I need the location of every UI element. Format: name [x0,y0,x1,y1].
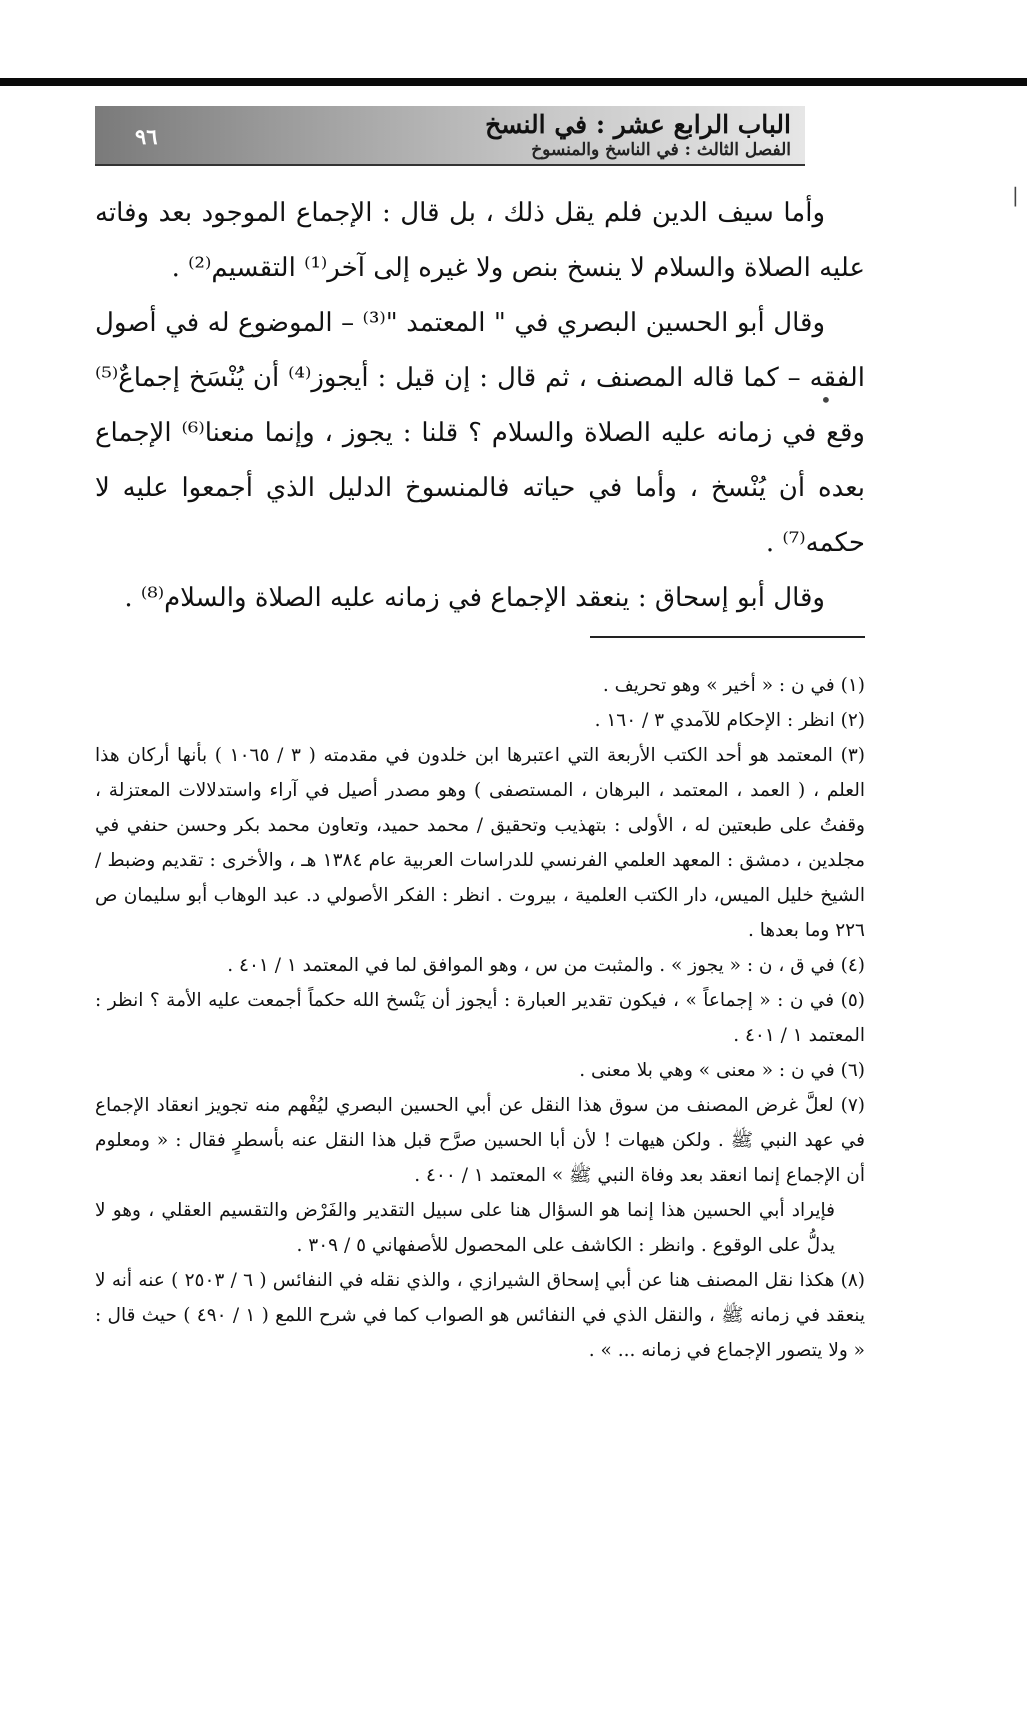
top-rule [0,78,1027,86]
footnote-3: (٣) المعتمد هو أحد الكتب الأربعة التي اعتبرها ابن خلدون في مقدمته ( ٣ / ١٠٦٥ ) بأنها أركان هذا العلم ، ( العمد ، المعتمد ، البرهان ، المستصفى ) وهو مصدر أصيل في آراء واستدلالات المعتزلة ، وقفتُ على طبعتين له ، الأولى : بتهذيب وتحقيق / محمد حميد، وتعاون محمد بكر وحسن حنفي في مجلدين ، دمشق : المعهد العلمي الفرنسي للدراسات العربية عام ١٣٨٤ هـ ، والأخرى : تقديم وضبط / الشيخ خليل الميس، دار الكتب العلمية ، بيروت . انظر : الفكر الأصولي د. عبد الوهاب أبو سليمان ص ٢٢٦ وما بعدها . [95,745,865,941]
footnote-6: (٦) في ن : « معنى » وهي بلا معنى . [579,1060,865,1081]
margin-mark: | [1012,183,1019,207]
page-number: ٩٦ [135,124,158,149]
main-text [95,186,865,626]
section-title: الفصل الثالث : في الناسخ والمنسوخ [531,140,791,160]
paragraph-3: وقال أبو إسحاق : ينعقد الإجماع في زمانه عليه الصلاة والسلام⁽⁸⁾ . [124,583,825,613]
header-titles [485,110,791,160]
footnote-5: (٥) في ن : « إجماعاً » ، فيكون تقدير العبارة : أيجوز أن يَنْسخ الله حكماً أجمعت عليه الأمة ؟ انظر : المعتمد ١ / ٤٠١ . [95,990,865,1046]
footnote-separator [590,636,865,638]
footnote-7: (٧) لعلَّ غرض المصنف من سوق هذا النقل عن أبي الحسين البصري ليُفْهم منه تجويز انعقاد الإجماع في عهد النبي ﷺ . ولكن هيهات ! لأن أبا الحسين صرَّح قبل هذا النقل عنه بأسطرٍ فقال : « ومعلوم أن الإجماع إنما انعقد بعد وفاة النبي ﷺ » المعتمد ١ / ٤٠٠ . [95,1095,865,1186]
chapter-title: الباب الرابع عشر : في النسخ [485,110,791,139]
footnote-8: (٨) هكذا نقل المصنف هنا عن أبي إسحاق الشيرازي ، والذي نقله في النفائس ( ٦ / ٢٥٠٣ ) عنه أنه لا ينعقد في زمانه ﷺ ، والنقل الذي في النفائس هو الصواب كما في شرح اللمع ( ١ / ٤٩٠ ) حيث قال : « ولا يتصور الإجماع في زمانه ... » . [95,1270,865,1361]
footnote-7-continued: فإيراد أبي الحسين هذا إنما هو السؤال هنا على سبيل التقدير والفَرْض والتقسيم العقلي ، وهو لا يدلُّ على الوقوع . وانظر : الكاشف على المحصول للأصفهاني ٥ / ٣٠٩ . [95,1200,835,1256]
paragraph-2: وقال أبو الحسين البصري في " المعتمد "⁽³⁾ – الموضوع له في أصول الفقه – كما قاله المصنف ، ثم قال : إن قيل : أيجوز⁽⁴⁾ أن يُنْسَخ إجماعٌ⁽⁵⁾ وقع في زمانه عليه الصلاة والسلام ؟ قلنا : يجوز ، وإنما منعنا⁽⁶⁾ الإجماع بعده أن يُنْسخ ، وأما في حياته فالمنسوخ الدليل الذي أجمعوا عليه لا حكمه⁽⁷⁾ . [95,308,865,558]
footnote-4: (٤) في ق ، ن : « يجوز » . والمثبت من س ، وهو الموافق لما في المعتمد ١ / ٤٠١ . [227,955,865,976]
footnote-1: (١) في ن : « أخير » وهو تحريف . [602,675,865,696]
footnote-2: (٢) انظر : الإحكام للآمدي ٣ / ١٦٠ . [594,710,865,731]
paragraph-1: وأما سيف الدين فلم يقل ذلك ، بل قال : الإجماع الموجود بعد وفاته عليه الصلاة والسلام لا ينسخ بنص ولا غيره إلى آخر⁽¹⁾ التقسيم⁽²⁾ . [95,198,865,283]
margin-dot: • [820,388,832,412]
footnotes [95,668,865,1368]
running-header [95,106,805,166]
